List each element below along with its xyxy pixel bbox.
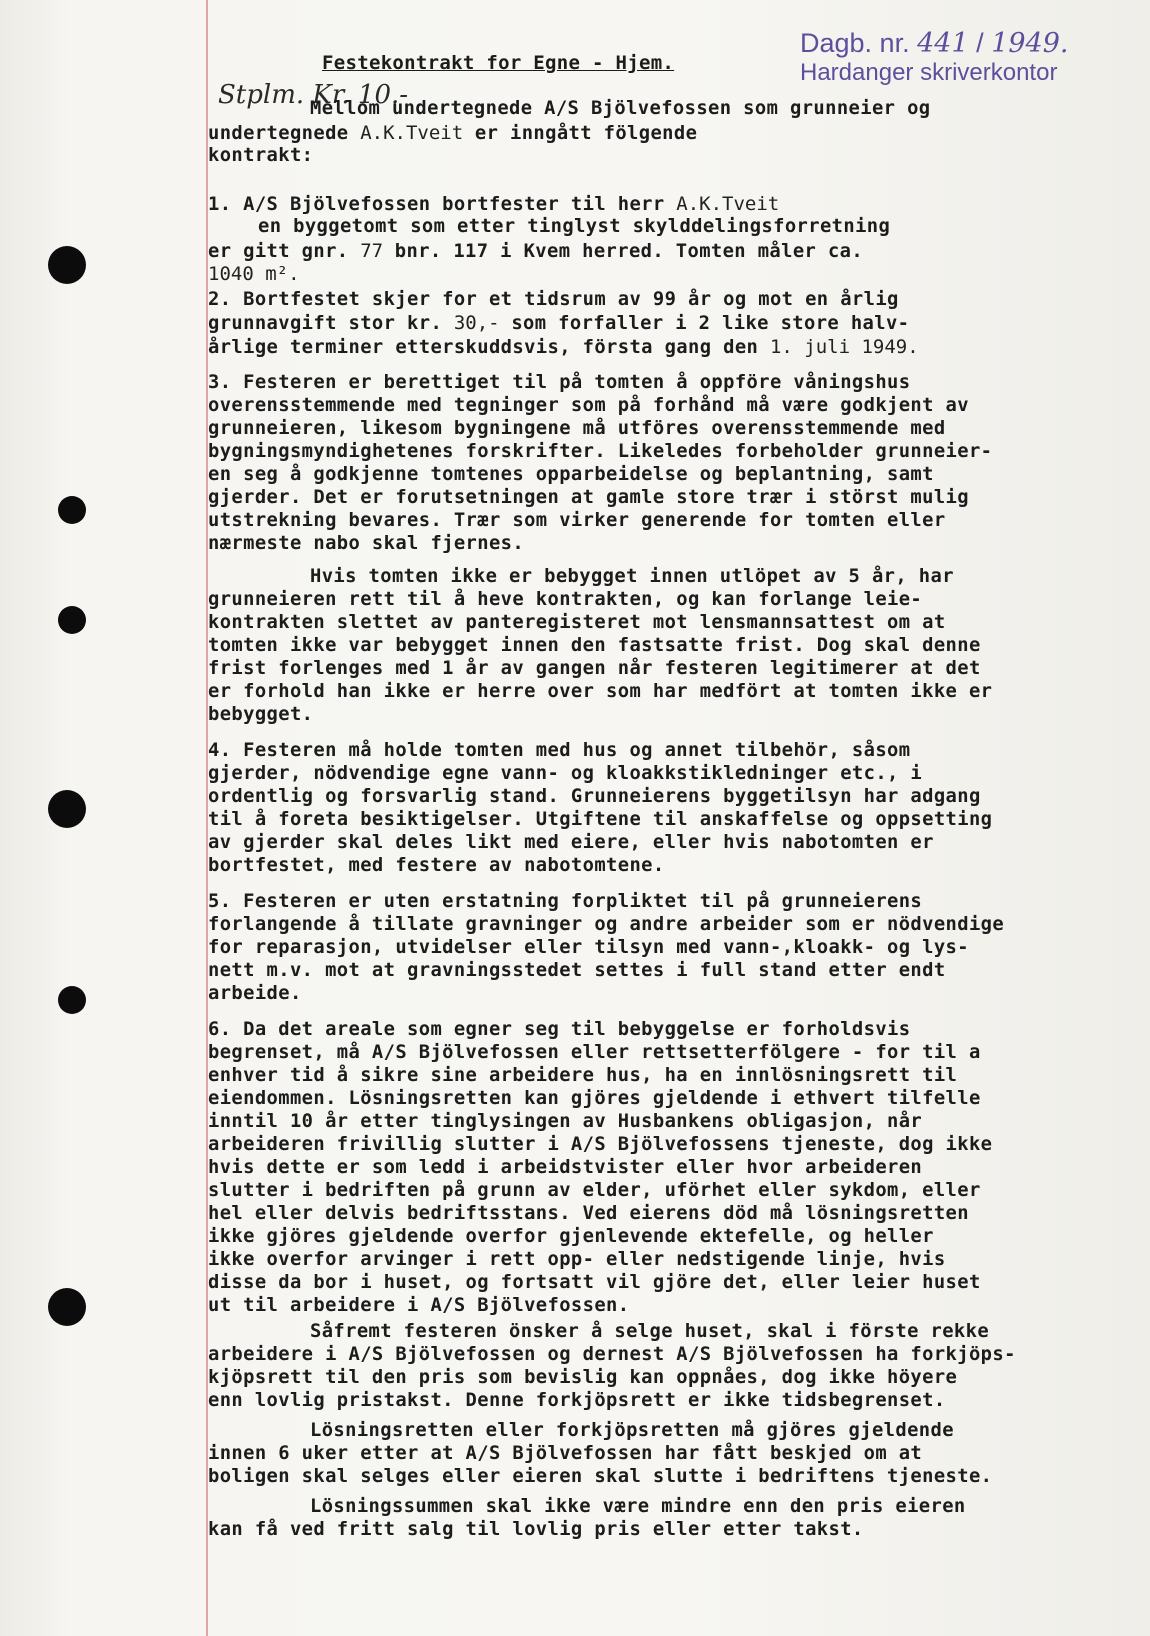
- text-line: [208, 891, 922, 913]
- line-text: utstrekning bevares. Trær som virker generende for tomten eller: [208, 510, 946, 531]
- text-line: [208, 704, 313, 726]
- punch-hole: [58, 606, 86, 634]
- text-line: [208, 1088, 981, 1110]
- document-title: Festekontrakt for Egne - Hjem.: [322, 52, 675, 74]
- line-text: Lösningssummen skal ikke være mindre enn den pris eieren: [310, 1496, 966, 1517]
- line-text: enn lovlig pristakst. Denne forkjöpsrett er ikke tidsbegrenset.: [208, 1390, 946, 1411]
- text-line: [208, 312, 909, 335]
- line-text: kontrakten slettet av panteregisteret mot lensmannsattest om at: [208, 612, 946, 633]
- line-text: eiendommen. Lösningsretten kan gjöres gjeldende i ethvert tilfelle: [208, 1088, 981, 1109]
- line-text: innen 6 uker etter at A/S Bjölvefossen har fått beskjed om at: [208, 1443, 923, 1464]
- line-text: grunnavgift stor kr.: [208, 313, 454, 334]
- filled-in-value: 1. juli 1949.: [769, 336, 919, 358]
- text-line: [310, 98, 931, 120]
- text-line: [208, 1519, 864, 1541]
- line-text: undertegnede: [208, 123, 361, 144]
- stamp-number: 441: [917, 28, 969, 59]
- line-text: for reparasjon, utvidelser eller tilsyn med vann-,kloakk- og lys-: [208, 937, 969, 958]
- text-line: [208, 809, 992, 831]
- text-line: [208, 418, 946, 440]
- filled-in-value: A.K.Tveit: [360, 122, 464, 144]
- text-line: [208, 145, 313, 167]
- line-text: 2. Bortfestet skjer for et tidsrum av 99 år og mot en årlig: [208, 289, 899, 310]
- text-line: [208, 1134, 992, 1156]
- text-line: [208, 914, 1004, 936]
- text-line: [208, 855, 665, 877]
- punch-hole: [58, 496, 86, 524]
- text-line: [208, 336, 919, 359]
- line-text: ikke overfor arvinger i rett opp- eller nedstigende linje, hvis: [208, 1249, 946, 1270]
- filled-in-value: A.K.Tveit: [676, 193, 780, 215]
- text-line: [208, 1226, 934, 1248]
- text-line: [208, 832, 934, 854]
- line-text: årlige terminer etterskuddsvis, första gang den: [208, 337, 770, 358]
- text-line: [208, 589, 922, 611]
- text-line: [208, 1272, 981, 1294]
- text-line: [208, 1111, 922, 1133]
- line-text: bygningsmyndighetenes forskrifter. Likeledes forbeholder grunneier-: [208, 441, 993, 462]
- text-line: [208, 464, 934, 486]
- line-text: frist forlenges med 1 år av gangen når festeren legitimerer at det: [208, 658, 981, 679]
- line-text: Lösningsretten eller forkjöpsretten må gjöres gjeldende: [310, 1420, 954, 1441]
- line-text: Såfremt festeren önsker å selge huset, skal i förste rekke: [310, 1321, 990, 1342]
- text-line: [208, 1203, 969, 1225]
- line-text: bebygget.: [208, 704, 314, 725]
- line-text: arbeidere i A/S Bjölvefossen og dernest A/S Bjölvefossen ha forkjöps-: [208, 1344, 1016, 1365]
- line-text: kjöpsrett til den pris som bevislig kan oppnåes, dog ikke höyere: [208, 1367, 958, 1388]
- line-text: nærmeste nabo skal fjernes.: [208, 533, 525, 554]
- text-line: [208, 122, 697, 145]
- text-line: [208, 1466, 992, 1488]
- line-text: 3. Festeren er berettiget til på tomten å oppföre våningshus: [208, 372, 911, 393]
- line-text: gjerder, nödvendige egne vann- og kloakkstikledninger etc., i: [208, 763, 923, 784]
- punch-hole: [48, 246, 86, 284]
- line-text: disse da bor i huset, og fortsatt vil gjöre det, eller leier huset: [208, 1272, 981, 1293]
- line-text: grunneieren, likesom bygningene må utföres overensstemmende med: [208, 418, 946, 439]
- line-text: begrenset, må A/S Bjölvefossen eller rettsetterfölgere - for til a: [208, 1042, 981, 1063]
- punch-hole: [58, 986, 86, 1014]
- punch-hole: [48, 1288, 86, 1326]
- line-text: nett m.v. mot at gravningsstedet settes i full stand etter endt: [208, 960, 946, 981]
- filled-in-value: 77: [360, 240, 384, 262]
- line-text: slutter i bedriften på grunn av elder, uförhet eller sykdom, eller: [208, 1180, 981, 1201]
- text-line: [208, 395, 969, 417]
- line-text: gjerder. Det er forutsetningen at gamle store trær i störst mulig: [208, 487, 969, 508]
- line-text: 6. Da det areale som egner seg til bebyggelse er forholdsvis: [208, 1019, 911, 1040]
- text-line: [208, 193, 779, 216]
- text-line: [208, 240, 863, 263]
- stamp-year: 1949.: [991, 28, 1069, 59]
- text-line: [208, 1390, 946, 1412]
- line-text: arbeideren frivillig slutter i A/S Bjölvefossens tjeneste, dog ikke: [208, 1134, 993, 1155]
- text-line: [208, 1295, 629, 1317]
- line-text: tomten ikke var bebygget innen den fastsatte frist. Dog skal denne: [208, 635, 981, 656]
- line-text-rest: som forfaller i 2 like store halv-: [499, 313, 910, 334]
- text-line: [208, 510, 946, 532]
- line-text: en byggetomt som etter tinglyst skylddelingsforretning: [258, 216, 891, 237]
- text-line: [310, 1321, 989, 1343]
- text-line: [208, 612, 946, 634]
- line-text: forlangende å tillate gravninger og andre arbeider som er nödvendige: [208, 914, 1005, 935]
- line-text: hel eller delvis bedriftsstans. Ved eierens död må lösningsretten: [208, 1203, 969, 1224]
- text-line: [208, 1443, 922, 1465]
- text-line: [208, 263, 300, 286]
- line-text: kan få ved fritt salg til lovlig pris eller etter takst.: [208, 1519, 864, 1540]
- text-line: [208, 1249, 946, 1271]
- line-text: kontrakt:: [208, 145, 314, 166]
- line-text-rest: er inngått fölgende: [463, 123, 698, 144]
- line-text: boligen skal selges eller eieren skal slutte i bedriftens tjeneste.: [208, 1466, 993, 1487]
- line-text: overensstemmende med tegninger som på forhånd må være godkjent av: [208, 395, 969, 416]
- line-text: er gitt gnr.: [208, 241, 361, 262]
- line-text: en seg å godkjenne tomtenes opparbeidelse og beplantning, samt: [208, 464, 934, 485]
- stamp-office: Hardanger skriverkontor: [800, 59, 1058, 87]
- line-text: grunneieren rett til å heve kontrakten, og kan forlange leie-: [208, 589, 923, 610]
- stamp-duty-note: Stplm. Kr. 10.-: [218, 80, 409, 110]
- text-line: [310, 566, 954, 588]
- text-line: [208, 658, 981, 680]
- line-text: ut til arbeidere i A/S Bjölvefossen.: [208, 1295, 630, 1316]
- line-text-rest: bnr. 117 i Kvem herred. Tomten måler ca.: [383, 241, 864, 262]
- text-line: [208, 487, 969, 509]
- text-line: [208, 372, 910, 394]
- line-text: ordentlig og forsvarlig stand. Grunneierens byggetilsyn har adgang: [208, 786, 981, 807]
- line-text: Hvis tomten ikke er bebygget innen utlöpet av 5 år, har: [310, 566, 954, 587]
- line-text: bortfestet, med festere av nabotomtene.: [208, 855, 665, 876]
- text-line: [208, 960, 946, 982]
- registry-stamp: Dagb. nr. 441 / 1949. Hardanger skriverkontor: [800, 28, 1069, 87]
- text-line: [208, 1157, 922, 1179]
- text-line: [208, 786, 981, 808]
- line-text: inntil 10 år etter tinglysingen av Husbankens obligasjon, når: [208, 1111, 923, 1132]
- line-text: enhver tid å sikre sine arbeidere hus, ha en innlösningsrett til: [208, 1065, 958, 1086]
- line-text: arbeide.: [208, 983, 302, 1004]
- filled-in-value: 1040 m².: [208, 263, 300, 285]
- text-line: [208, 1065, 957, 1087]
- text-line: [208, 1344, 1016, 1366]
- text-line: [208, 635, 981, 657]
- line-text: til å foreta besiktigelser. Utgiftene til anskaffelse og oppsetting: [208, 809, 993, 830]
- line-text: Mellom undertegnede A/S Bjölvefossen som grunneier og: [310, 98, 931, 119]
- line-text: 4. Festeren må holde tomten med hus og annet tilbehör, såsom: [208, 740, 911, 761]
- text-line: [208, 1042, 981, 1064]
- punch-hole: [48, 790, 86, 828]
- text-line: [208, 983, 302, 1005]
- text-line: [208, 763, 922, 785]
- text-line: [258, 216, 890, 238]
- line-text: hvis dette er som ledd i arbeidstvister eller hvor arbeideren: [208, 1157, 923, 1178]
- line-text: 5. Festeren er uten erstatning forpliktet til på grunneierens: [208, 891, 923, 912]
- line-text: er forhold han ikke er herre over som har medfört at tomten ikke er: [208, 681, 993, 702]
- text-line: [310, 1420, 954, 1442]
- text-line: [208, 441, 992, 463]
- text-line: [208, 1180, 981, 1202]
- text-line: [208, 740, 910, 762]
- text-line: [208, 289, 899, 311]
- text-line: [310, 1496, 966, 1518]
- text-line: [208, 681, 992, 703]
- text-line: [208, 1367, 957, 1389]
- line-text: 1. A/S Bjölvefossen bortfester til herr: [208, 194, 677, 215]
- line-text: ikke gjöres gjeldende overfor gjenlevende ektefelle, og heller: [208, 1226, 934, 1247]
- line-text: av gjerder skal deles likt med eiere, eller hvis nabotomten er: [208, 832, 934, 853]
- text-line: [208, 1019, 910, 1041]
- text-line: [208, 937, 969, 959]
- filled-in-value: 30,-: [453, 312, 500, 334]
- text-line: [208, 533, 524, 555]
- stamp-prefix: Dagb. nr.: [800, 28, 910, 58]
